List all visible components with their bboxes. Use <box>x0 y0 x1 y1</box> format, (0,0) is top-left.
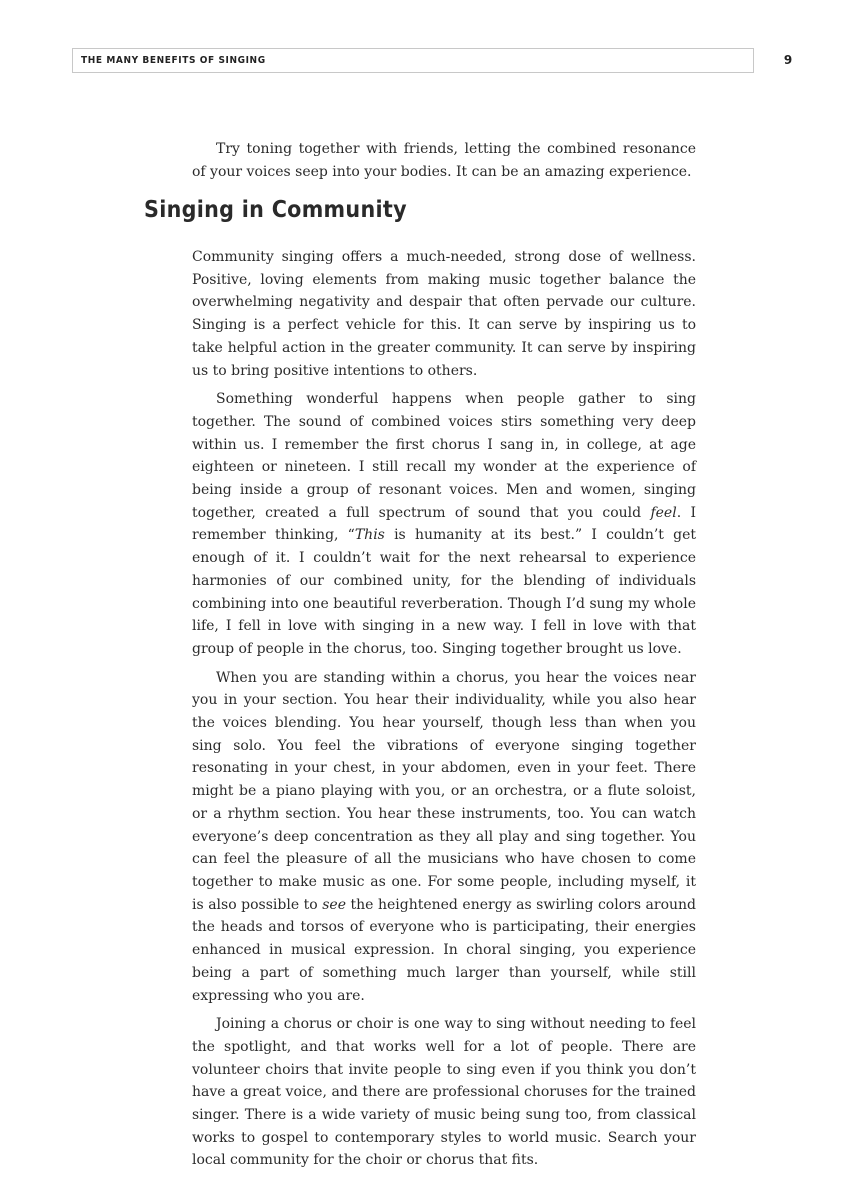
section-body <box>192 246 696 1178</box>
intro-block <box>192 138 696 190</box>
paragraph-2-text-b: . I remember thinking, “ <box>192 504 696 544</box>
body-paragraph-3 <box>192 667 696 1008</box>
running-title: THE MANY BENEFITS OF SINGING <box>81 55 266 66</box>
running-header <box>72 48 754 73</box>
body-paragraph-4: Joining a chorus or choir is one way to sing without needing to feel the spotlight, and that works well for a lot of people. There are volunteer choirs that invite people to sing even if you think you don’t have a great voice, and there are professional choruses for the trained singer. There is a wide variety of music being sung too, from classical works to gospel to contemporary styles to world music. Search your local community for the choir or chorus that fits. <box>192 1016 696 1169</box>
paragraph-2-text-a: Something wonderful happens when people gather to sing together. The sound of combined voices stirs something very deep within us. I remember the first chorus I sang in, in college, at age eighteen or nineteen. I still recall my wonder at the experience of being inside a group of resonant voices. Men and women, singing together, created a full spectrum of sound that you could <box>192 391 696 521</box>
body-paragraph-1: Community singing offers a much-needed, strong dose of wellness. Positive, loving elements from making music together balance the overwhelming negativity and despair that often pervade our culture. Singing is a perfect vehicle for this. It can serve by inspiring us to take helpful action in the greater community. It can serve by inspiring us to bring positive intentions to others. <box>192 249 696 379</box>
intro-paragraph: Try toning together with friends, letting the combined resonance of your voices seep into your bodies. It can be an amazing experience. <box>192 141 696 180</box>
page-number: 9 <box>783 53 793 67</box>
emphasis-see: see <box>322 896 346 913</box>
body-paragraph-2 <box>192 388 696 660</box>
emphasis-this: This <box>354 527 385 544</box>
paragraph-3-text-a: When you are standing within a chorus, you hear the voices near you in your section. You hear their individuality, while you also hear the voices blending. You hear yourself, though less than when you sing solo. You feel the vibrations of everyone singing together resonating in your chest, in your abdomen, even in your feet. There might be a piano playing with you, or an orchestra, or a flute soloist, or a rhythm section. You hear these instruments, too. You can watch everyone’s deep concentration as they all play and sing together. You can feel the pleasure of all the musicians who have chosen to come together to make music as one. For some people, including myself, it is also possible to <box>192 669 696 913</box>
paragraph-2-text-c: is humanity at its best.” I couldn’t get enough of it. I couldn’t wait for the next rehearsal to experience harmonies of our combined unity, for the blending of individuals combining into one beautiful reverberation. Though I’d sung my whole life, I fell in love with singing in a new way. I fell in love with that group of people in the chorus, too. Singing together brought us love. <box>192 527 696 657</box>
paragraph-3-text-b: the heightened energy as swirling colors around the heads and torsos of everyone who is participating, their energies enhanced in musical expression. In choral singing, you experience being a part of something much larger than yourself, while still expressing who you are. <box>192 896 696 1004</box>
emphasis-feel: feel <box>650 504 677 521</box>
section-heading: Singing in Community <box>144 197 407 223</box>
